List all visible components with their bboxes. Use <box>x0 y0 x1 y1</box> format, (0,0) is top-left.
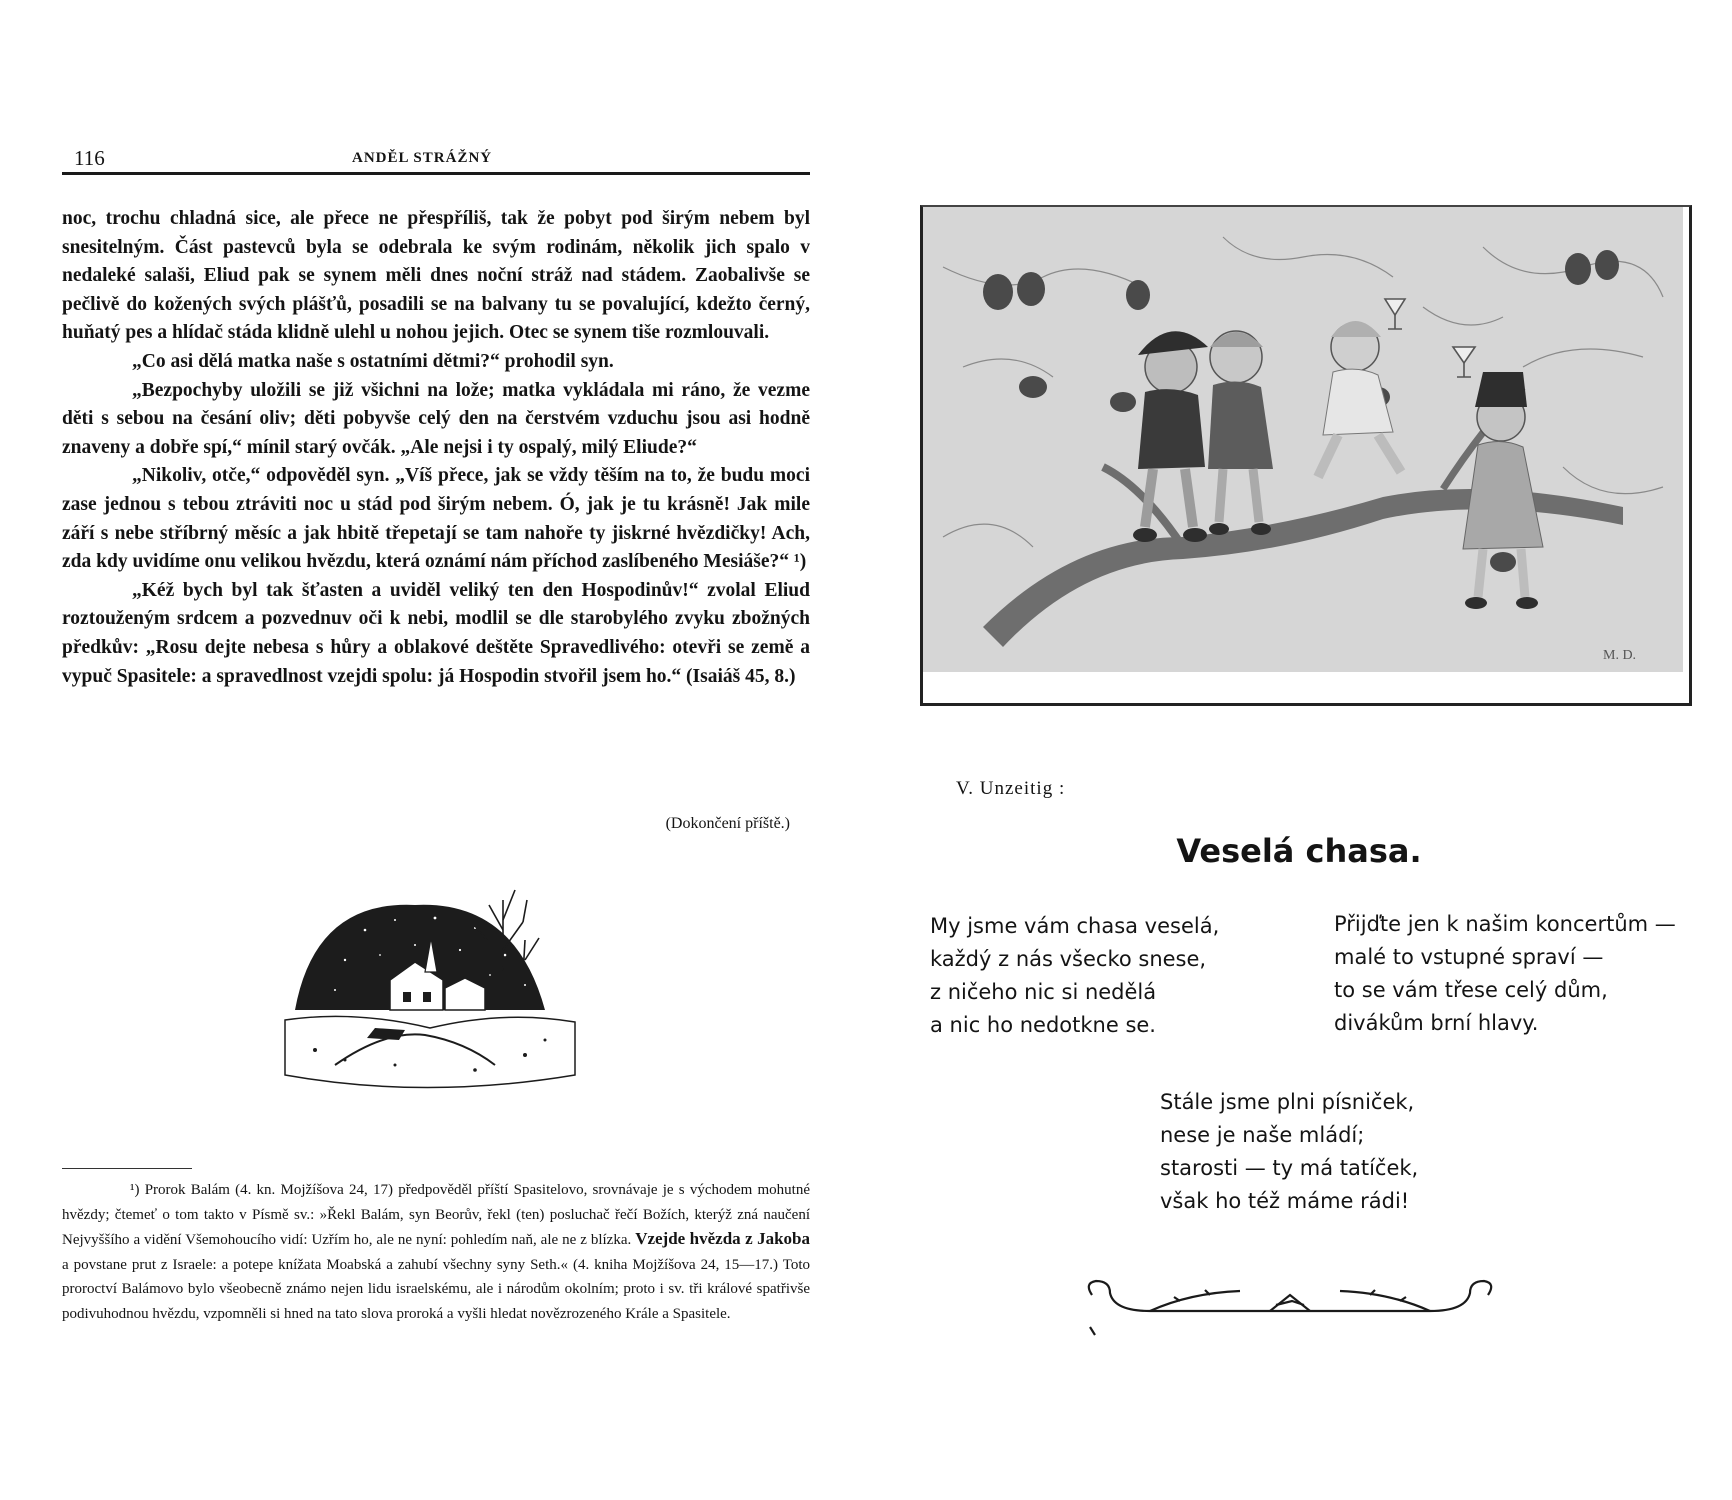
story-text <box>62 205 810 691</box>
running-title: ANDĚL STRÁŽNÝ <box>352 150 493 166</box>
footnote-text: a povstane prut z Israele: a potepe knížata Moabská a zahubí všechny syny Seth.« (4. kniha Mojžíšova 24, 15—17.) Toto proroctví Balámovo bylo všeobecně známo nejen lidu israelskému, ale i národům okolním; proto i sv. tři králové spatřivše podivuhodnou hvězdu, vzpomněli si hned na tato slova proroká a vyšli hledat novězrozeného Krále a Spasitele. <box>62 1256 810 1322</box>
page-number: 116 <box>74 146 105 170</box>
tailpiece-ornament <box>1080 1265 1500 1345</box>
paragraph: „Co asi dělá matka naše s ostatními dětmi?“ prohodil syn. <box>132 350 614 372</box>
running-header <box>62 146 810 175</box>
artist-signature: M. D. <box>1603 648 1637 663</box>
children-illustration <box>920 205 1692 706</box>
footnote-emphasis: Vzejde hvězda z Jakoba <box>635 1229 811 1249</box>
poem-author: V. Unzeitig : <box>956 778 1066 799</box>
poem-stanza <box>930 910 1219 1042</box>
poem-line: nese je naše mládí; <box>1160 1123 1365 1147</box>
poem-line: Přijďte jen k našim koncertům — <box>1334 912 1676 936</box>
footnote-rule <box>62 1168 192 1169</box>
poem-line: divákům brní hlavy. <box>1334 1011 1539 1035</box>
children-on-branch-picture <box>923 207 1683 698</box>
poem-line: a nic ho nedotkne se. <box>930 1013 1156 1037</box>
poem-line: z ničeho nic si nedělá <box>930 980 1157 1004</box>
right-page <box>866 0 1732 1500</box>
poem-title: Veselá chasa. <box>1176 832 1422 870</box>
poem-line: to se vám třese celý dům, <box>1334 978 1608 1002</box>
paragraph: „Nikoliv, otče,“ odpověděl syn. „Víš přece, jak se vždy těším na to, že budu moci zase jednou s tebou ztráviti noc u stád pod širým nebem. Ó, jak je tu krásně! Jak mile září s nebe stříbrný měsíc a jak hbitě třepetají se tam nahoře ty jiskrné hvězdičky! Ach, zda kdy uvidíme onu velikou hvězdu, která oznámí nám příchod zaslíbeného Mesiáše?“ ¹) <box>62 465 810 573</box>
paragraph: noc, trochu chladná sice, ale přece ne přespříliš, tak že pobyt pod širým nebem byl snesitelným. Část pastevců byla se odebrala ke svým rodinám, několik jich spalo v nedaleké salaši, Eliud pak se synem měli dnes noční stráž nad stádem. Zaobalivše se pečlivě do kožených svých plášťů, posadili se na balvany tu se povalující, kdežto černý, huňatý pes a hlídač stáda klidně ulehl u nohou jejich. Otec se synem tiše rozmlouvali. <box>62 208 810 344</box>
poem-line: malé to vstupné spraví — <box>1334 945 1604 969</box>
poem-stanza <box>1334 908 1676 1040</box>
paragraph: „Bezpochyby uložili se již všichni na lože; matka vykládala mi ráno, že vezme děti s sebou na česání oliv; děti pobyvše celý den na čerstvém vzduchu jsou asi hodně znaveny a dobře spí,“ mínil starý ovčák. „Ale nejsi i ty ospalý, milý Eliude?“ <box>62 379 810 458</box>
poem-line: starosti — ty má tatíček, <box>1160 1156 1419 1180</box>
poem-line: Stále jsme plni písniček, <box>1160 1090 1415 1114</box>
footnote <box>62 1178 810 1327</box>
poem-stanza <box>1160 1086 1418 1218</box>
poem-line: každý z nás všecko snese, <box>930 947 1207 971</box>
winter-village-vignette <box>275 860 585 1100</box>
poem-line: My jsme vám chasa veselá, <box>930 914 1220 938</box>
paragraph: „Kéž bych byl tak šťasten a uviděl veliký ten den Hospodinův!“ zvolal Eliud roztouženým srdcem a pozvednuv oči k nebi, modlil se dle starobylého zvyku zbožných předkův: „Rosu dejte nebesa s hůry a oblakové deštěte Spravedlivého: otevři se země a vypuč Spasitele: a spravedlnost vzejdi spolu: já Hospodin stvořil jsem ho.“ (Isaiáš 45, 8.) <box>62 579 810 687</box>
poem-line: však ho též máme rádi! <box>1160 1189 1410 1213</box>
footnote-text: ¹) Prorok Balám (4. kn. Mojžíšova 24, 17) předpověděl příští Spasitelovo, srovnávaje je s východem mohutné hvězdy; čtemeť o tom takto v Písmě sv.: »Řekl Balám, syn Beorův, řekl (ten) posluchač řečí Božích, kterýž zná naučení Nejvyššího a vidění Všemohoucího vidí: Uzřím ho, ale ne nyní: pohledím naň, ale ne z blízka. <box>62 1182 810 1249</box>
continued-note: (Dokončení příště.) <box>665 815 790 832</box>
